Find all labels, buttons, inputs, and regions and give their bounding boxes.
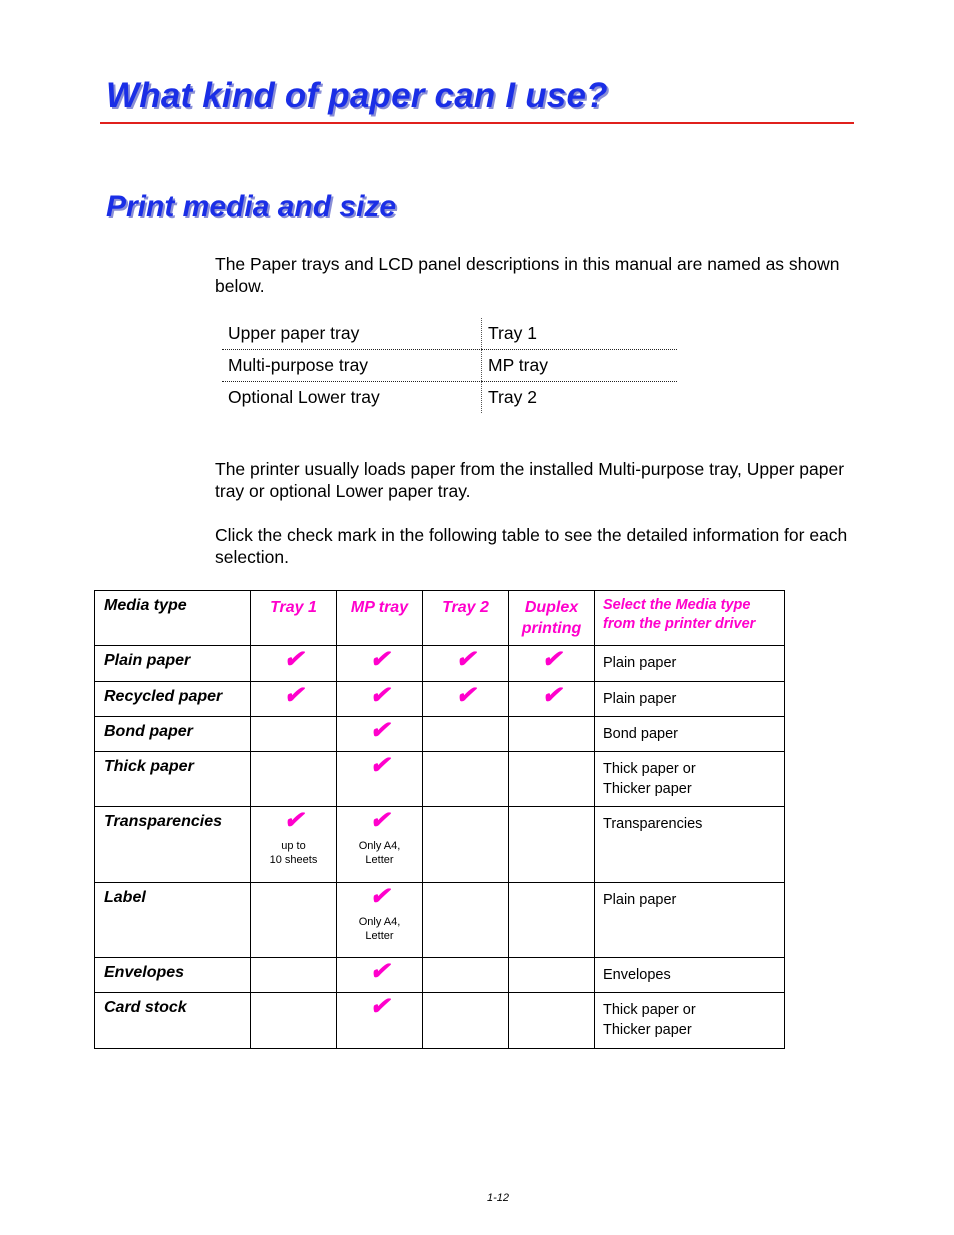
tray-name: Multi-purpose tray xyxy=(222,350,482,382)
check-icon[interactable]: ✔ xyxy=(541,646,562,673)
media-name: Envelopes xyxy=(95,958,251,993)
tray-name: Optional Lower tray xyxy=(228,387,380,407)
cell-tray2 xyxy=(423,807,509,883)
cell-tray2 xyxy=(423,958,509,993)
tray-label: Tray 2 xyxy=(482,382,678,414)
tray-row xyxy=(222,382,677,414)
tray-name: Upper paper tray xyxy=(222,318,482,350)
check-icon[interactable]: ✔ xyxy=(283,807,304,834)
driver-media-type: Transparencies xyxy=(595,807,785,883)
driver-media-type: Plain paper xyxy=(595,646,785,682)
cell-mp xyxy=(337,958,423,993)
media-table xyxy=(94,590,785,1049)
media-row xyxy=(95,807,785,883)
media-row xyxy=(95,682,785,717)
driver-media-type: Thick paper or Thicker paper xyxy=(595,993,785,1049)
tray-label: MP tray xyxy=(482,350,678,382)
media-row xyxy=(95,717,785,752)
media-name: Thick paper xyxy=(95,752,251,807)
check-icon[interactable]: ✔ xyxy=(369,646,390,673)
cell-duplex xyxy=(509,682,595,717)
media-row xyxy=(95,958,785,993)
cell-mp xyxy=(337,717,423,752)
check-icon[interactable]: ✔ xyxy=(283,682,304,709)
media-row xyxy=(95,993,785,1049)
cell-tray2 xyxy=(423,883,509,958)
cell-mp xyxy=(337,993,423,1049)
cell-duplex xyxy=(509,807,595,883)
driver-media-type: Envelopes xyxy=(595,958,785,993)
header-duplex: Duplex printing xyxy=(509,591,595,646)
media-row xyxy=(95,883,785,958)
media-name: Bond paper xyxy=(95,717,251,752)
cell-mp xyxy=(337,752,423,807)
cell-tray1 xyxy=(251,958,337,993)
header-tray1: Tray 1 xyxy=(251,591,337,646)
cell-tray2 xyxy=(423,646,509,682)
driver-media-type: Thick paper or Thicker paper xyxy=(595,752,785,807)
check-note: Only A4, Letter xyxy=(358,840,401,866)
cell-tray1 xyxy=(251,883,337,958)
check-icon[interactable]: ✔ xyxy=(283,646,304,673)
check-note: up to 10 sheets xyxy=(269,840,318,866)
cell-mp xyxy=(337,807,423,883)
check-icon[interactable]: ✔ xyxy=(369,993,390,1020)
check-icon[interactable]: ✔ xyxy=(369,717,390,744)
cell-duplex xyxy=(509,993,595,1049)
check-icon[interactable]: ✔ xyxy=(541,682,562,709)
check-icon[interactable]: ✔ xyxy=(455,682,476,709)
cell-mp xyxy=(337,646,423,682)
cell-duplex xyxy=(509,752,595,807)
cell-tray2 xyxy=(423,752,509,807)
cell-tray1 xyxy=(251,682,337,717)
section-title: Print media and size xyxy=(106,190,397,223)
check-icon[interactable]: ✔ xyxy=(369,807,390,834)
header-media-type: Media type xyxy=(95,591,251,646)
check-note: Only A4, Letter xyxy=(358,916,401,942)
driver-media-type: Plain paper xyxy=(595,682,785,717)
check-icon[interactable]: ✔ xyxy=(369,958,390,985)
tray-names-table xyxy=(222,318,677,413)
cell-tray1 xyxy=(251,717,337,752)
header-tray2: Tray 2 xyxy=(423,591,509,646)
cell-duplex xyxy=(509,883,595,958)
loading-paragraph: The printer usually loads paper from the installed Multi-purpose tray, Upper paper tray or optional Lower paper tray. xyxy=(215,459,845,501)
tray-row xyxy=(222,350,677,382)
cell-mp xyxy=(337,682,423,717)
cell-mp xyxy=(337,883,423,958)
media-name: Recycled paper xyxy=(95,682,251,717)
check-icon[interactable]: ✔ xyxy=(369,682,390,709)
page-title: What kind of paper can I use? xyxy=(106,76,608,115)
cell-tray1 xyxy=(251,993,337,1049)
cell-tray2 xyxy=(423,717,509,752)
tray-row xyxy=(222,318,677,350)
media-row xyxy=(95,646,785,682)
intro-paragraph: The Paper trays and LCD panel descriptions in this manual are named as shown below. xyxy=(215,254,840,296)
cell-duplex xyxy=(509,646,595,682)
cell-tray1 xyxy=(251,807,337,883)
check-icon[interactable]: ✔ xyxy=(455,646,476,673)
driver-media-type: Plain paper xyxy=(595,883,785,958)
instruction-paragraph: Click the check mark in the following table to see the detailed information for each selection. xyxy=(215,525,848,567)
tray-label: Tray 1 xyxy=(482,318,678,350)
cell-duplex xyxy=(509,717,595,752)
media-table-header xyxy=(95,591,785,646)
media-name: Transparencies xyxy=(95,807,251,883)
media-name: Card stock xyxy=(95,993,251,1049)
page-number: 1-12 xyxy=(487,1192,510,1204)
check-icon[interactable]: ✔ xyxy=(369,883,390,910)
check-icon[interactable]: ✔ xyxy=(369,752,390,779)
cell-duplex xyxy=(509,958,595,993)
cell-tray2 xyxy=(423,682,509,717)
header-driver-type: Select the Media type from the printer driver xyxy=(595,591,785,646)
title-divider xyxy=(100,122,854,124)
header-mp-tray: MP tray xyxy=(337,591,423,646)
media-name: Label xyxy=(95,883,251,958)
cell-tray2 xyxy=(423,993,509,1049)
cell-tray1 xyxy=(251,752,337,807)
media-row xyxy=(95,752,785,807)
media-name: Plain paper xyxy=(95,646,251,682)
driver-media-type: Bond paper xyxy=(595,717,785,752)
cell-tray1 xyxy=(251,646,337,682)
